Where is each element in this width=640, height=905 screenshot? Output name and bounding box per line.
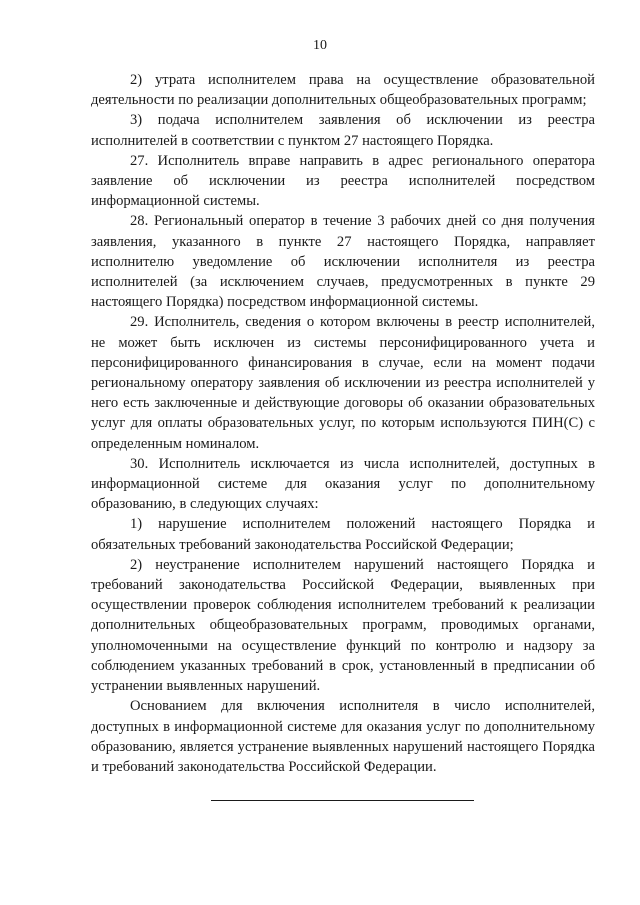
document-body bbox=[91, 70, 595, 777]
paragraph-item-3: 3) подача исполнителем заявления об исключении из реестра исполнителей в соответствии с пунктом 27 настоящего Порядка. bbox=[91, 112, 595, 149]
paragraph-clause-30-item-2: 2) неустранение исполнителем нарушений настоящего Порядка и требований законодательства Российской Федерации, выявленных при осуществлении проверок соблюдения исполнителем требований к реализации дополнительных общеобразовательных программ, проводимых органами, уполномоченными на осуществление функций по контролю и надзору за соблюдением указанных требований в срок, установленный в предписании об устранении выявленных нарушений. bbox=[91, 556, 595, 695]
paragraph-clause-30-item-1: 1) нарушение исполнителем положений настоящего Порядка и обязательных требований законодательства Российской Федерации; bbox=[91, 516, 595, 553]
paragraph-grounds-for-inclusion: Основанием для включения исполнителя в число исполнителей, доступных в информационной системе для оказания услуг по дополнительному образованию, является устранение выявленных нарушений настоящего Порядка и требований законодательства Российской Федерации. bbox=[91, 698, 595, 775]
paragraph-clause-28: 28. Региональный оператор в течение 3 рабочих дней со дня получения заявления, указанного в пункте 27 настоящего Порядка, направляет исполнителю уведомление об исключении исполнителя из реестра исполнителей (за исключением случаев, предусмотренных в пункте 29 настоящего Порядка) посредством информационной системы. bbox=[91, 213, 595, 311]
paragraph-clause-27: 27. Исполнитель вправе направить в адрес регионального оператора заявление об исключении из реестра исполнителей посредством информационной системы. bbox=[91, 152, 595, 210]
paragraph-item-2: 2) утрата исполнителем права на осуществление образовательной деятельности по реализации дополнительных общеобразовательных программ; bbox=[91, 72, 595, 109]
paragraph-clause-30: 30. Исполнитель исключается из числа исполнителей, доступных в информационной системе для оказания услуг по дополнительному образованию, в следующих случаях: bbox=[91, 455, 595, 513]
paragraph-clause-29: 29. Исполнитель, сведения о котором включены в реестр исполнителей, не может быть исключен из системы персонифицированного учета и персонифицированного финансирования в случае, если на момент подачи региональному оператору заявления об исключении из реестра исполнителей у него есть заключенные и действующие договоры об оказании образовательных услуг для оплаты образовательных услуг, по которым используются ПИН(С) с определенным номиналом. bbox=[91, 314, 595, 452]
page-number: 10 bbox=[313, 38, 327, 53]
end-separator-line bbox=[211, 800, 474, 801]
